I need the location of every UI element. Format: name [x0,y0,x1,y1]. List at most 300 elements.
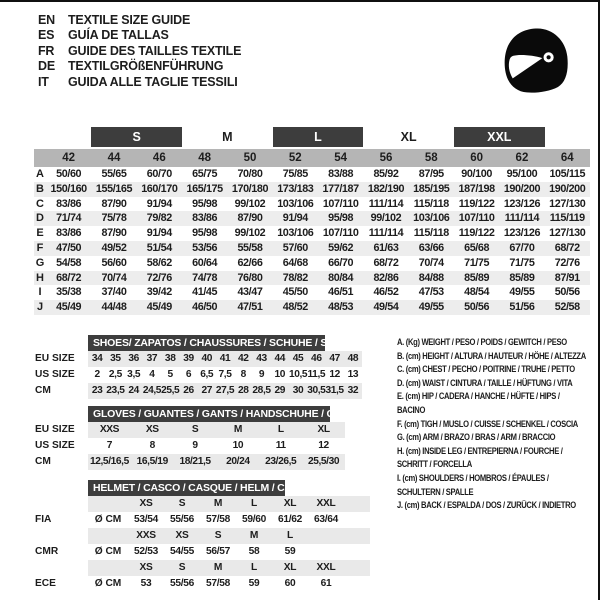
size-group-label: XXL [454,127,545,147]
measurement-cell: 165/175 [186,182,223,195]
band-filler [344,560,370,576]
row-letter: A [36,168,44,180]
size-cell: 5 [167,369,173,380]
measurement-cell: 80/84 [328,271,354,284]
helmet-size-header: L [287,530,293,541]
measurement-cell: 49/55 [418,301,444,314]
measurement-cell: 44/48 [101,301,127,314]
size-cell: 43 [256,353,267,364]
row-letter: B [36,182,44,195]
measurement-cell: 107/110 [322,197,359,210]
size-cell: 34 [91,353,103,364]
language-title: TEXTILGRÖßENFÜHRUNG [68,59,224,74]
measurement-cell: 72/76 [554,256,580,269]
measurement-cell: 35/38 [56,286,82,299]
measurement-cell: 70/74 [418,256,444,269]
measurement-cell: 57/60 [282,241,308,254]
measurement-cell: 84/88 [418,271,444,284]
size-group-label: L [273,127,364,147]
numeric-size-header: 60 [470,152,484,164]
measurement-cell: 48/53 [328,301,354,314]
language-row [38,28,241,43]
measurement-cell: 45/50 [282,286,308,299]
measurement-cell: 190/200 [503,182,541,195]
size-cell: 26 [183,385,194,396]
size-cell: 3,5 [127,369,141,380]
helmet-size-header: XXL [316,562,336,573]
size-cell: 2,5 [108,369,122,380]
measurement-cell: 87/90 [101,197,127,210]
helmet-size-value: 57/58 [206,578,230,589]
measurement-cell: 43/47 [237,286,263,299]
measurement-cell: 91/94 [282,212,308,225]
size-cell: 32 [347,385,359,396]
cells-area [88,351,362,367]
measurement-cell: 115/118 [413,197,449,210]
row-label: EU SIZE [35,353,75,364]
measurement-cell: 47/53 [418,286,444,299]
band-filler [344,496,370,512]
size-cell: 2 [94,369,100,380]
measurement-cell: 71/74 [56,212,82,225]
legend-item-f: F. (cm) TIGH / MUSLO / CUISSE / SCHENKEL / COSCIA [397,418,578,430]
measurement-cell: 177/187 [322,182,359,195]
size-cell: 6,5 [200,369,214,380]
measurement-cell: 45/49 [56,301,82,314]
measurement-cell: 115/118 [413,227,449,240]
row-letter: I [38,286,42,299]
helmet-size-value: 59/60 [242,514,266,525]
size-cell: 25,5 [161,385,180,396]
helmet-size-value: 52/53 [134,546,158,557]
helmet-size-band-row [35,496,370,512]
language-code: IT [38,74,49,89]
helmet-size-value: 53 [140,578,152,589]
size-cell: 20/24 [226,456,250,467]
size-cell: 47 [329,353,340,364]
size-cell: 48 [347,353,359,364]
legend-item-i: I. (cm) SHOULDERS / HOMBROS / ÉPAULES / SCHULTERN / SPALLE [397,472,549,498]
size-cell: 12 [329,369,340,380]
measurement-cell: 95/98 [192,197,218,210]
section-row [35,422,345,438]
size-cell: 23,5 [106,385,125,396]
measurement-cell: 52/58 [554,301,580,314]
measurement-cell: 115/119 [549,212,585,225]
cells-area [88,528,370,544]
language-title: GUIDA ALLE TAGLIE TESSILI [68,74,238,89]
measurement-cell: 103/106 [277,227,314,240]
helmet-size-header: XXL [316,498,336,509]
measurement-cell: 75/78 [101,212,127,225]
measurement-cell: 107/110 [322,227,359,240]
size-group-label: M [222,130,233,144]
helmet-size-value: 58 [248,546,260,557]
size-cell: XL [317,424,330,435]
measurement-cell: 46/51 [328,286,354,299]
measurement-cell: 160/170 [141,182,178,195]
row-label: FIA [35,514,52,525]
size-cell: 30,5 [307,385,326,396]
row-label: US SIZE [35,440,75,451]
language-title: TEXTILE SIZE GUIDE [68,13,191,27]
language-row [38,75,241,90]
helmet-size-header: M [249,530,259,541]
measurement-cell: 91/94 [146,227,172,240]
helmet-size-header: XL [283,562,297,573]
section-row [35,351,362,367]
helmet-size-value: 56/57 [206,546,230,557]
size-cell: 44 [274,353,286,364]
cells-area [88,576,370,592]
size-group-label [545,127,590,147]
unit-spacer [88,496,128,512]
measurement-cell: 95/98 [328,212,354,225]
size-cell: 28 [237,385,249,396]
measurement-cell: 76/80 [237,271,263,284]
measurement-cell: 47/50 [56,241,82,254]
unit-spacer [88,560,128,576]
language-row [38,44,241,59]
legend-item-a: A. (Kg) WEIGHT / PESO / POIDS / GEWITCH / PESO [397,337,567,348]
band-spacer [34,149,46,167]
language-code: FR [38,43,55,58]
numeric-size-header: 64 [560,152,574,164]
size-cell: 8 [149,440,155,451]
size-cell: 46 [311,353,322,364]
measurement-cell: 85/92 [373,168,399,180]
row-letter: F [36,241,44,254]
measurement-cell: 107/110 [458,212,495,225]
size-cell: S [191,424,199,435]
size-cell: 27,5 [215,385,235,396]
size-cell: 42 [237,353,249,364]
measurement-cell: 85/89 [464,271,490,284]
section-row [35,367,362,383]
numeric-size-header: 50 [243,152,257,164]
measurement-cell: 173/183 [277,182,314,195]
size-cell: 35 [110,353,121,364]
helmet-data-row [35,512,370,528]
legend-item-g: G. (cm) ARM / BRAZO / BRAS / ARM / BRACCIO [397,432,556,444]
unit-label: Ø CM [94,546,122,557]
measurement-cell: 56/60 [101,256,127,269]
size-cell: 10 [232,440,244,451]
section-row [35,454,345,470]
size-cell: 30 [292,385,304,396]
size-cell: XXS [99,424,119,435]
size-cell: 24 [128,385,139,396]
row-letter: G [35,256,45,269]
measurement-cell: 51/56 [509,301,535,314]
measurement-cell: 74/78 [192,271,218,284]
language-row [38,59,241,74]
row-label: EU SIZE [35,424,75,435]
measurement-row [34,211,590,226]
helmet-size-header: XXS [136,530,156,541]
row-letter: H [36,271,44,284]
measurement-cell: 68/72 [554,241,580,254]
size-cell: 11 [275,440,286,451]
row-label: CMR [35,546,59,557]
size-cell: L [277,424,284,435]
row-label: CM [35,385,51,396]
measurement-row [34,197,590,212]
helmet-size-value: 61 [320,578,332,589]
legend-item-b: B. (cm) HEIGHT / ALTURA / HAUTEUR / HÖHE / ALTEZZA [397,350,586,362]
numeric-size-header: 54 [334,152,348,164]
measurement-cell: 78/82 [282,271,308,284]
measurement-cell: 49/54 [373,301,399,314]
size-cell: 10 [274,369,286,380]
size-cell: 29 [274,385,286,396]
measurement-cell: 87/95 [418,168,444,180]
language-title: GUÍA DE TALLAS [68,28,169,43]
legend-item-d: D. (cm) WAIST / CINTURA / TAILLE / HÜFTUNG / VITA [397,377,573,389]
size-cell: XS [145,424,159,435]
helmet-size-value: 53/54 [134,514,158,525]
section-title-bar: GLOVES / GUANTES / GANTS / HANDSCHUHE / GUANTI [88,406,330,422]
size-cell: 7,5 [218,369,232,380]
measurement-cell: 111/114 [368,227,404,240]
size-cell: 38 [164,353,176,364]
measurement-row [34,182,590,197]
size-cell: 4 [149,369,155,380]
measurement-cell: 66/70 [328,256,354,269]
size-group-label [46,127,91,147]
helmet-size-value: 55/56 [170,514,194,525]
measurement-cell: 68/72 [373,256,399,269]
measurement-row [34,167,590,182]
helmet-size-header: XS [139,498,153,509]
helmet-data-row [35,576,370,592]
measurement-cell: 63/66 [418,241,444,254]
measurement-row [34,226,590,241]
helmet-size-header: XS [139,562,153,573]
language-code: EN [38,13,55,27]
language-code: DE [38,59,55,74]
size-cell: 31,5 [325,385,344,396]
helmet-size-header: M [213,562,223,573]
helmet-size-value: 55/56 [170,578,194,589]
size-cell: 10,5 [288,369,308,380]
helmet-size-table [35,480,370,592]
measurement-cell: 55/58 [237,241,263,254]
unit-label: Ø CM [94,578,122,589]
measurement-cell: 90/100 [461,168,492,180]
helmet-size-value: 57/58 [206,514,230,525]
numeric-size-header: 52 [288,152,302,164]
measurement-cell: 48/52 [282,301,308,314]
measurement-cell: 103/106 [277,197,314,210]
cells-area [88,512,370,528]
group-spacer [34,127,46,147]
section-title-bar: HELMET / CASCO / CASQUE / HELM / CASCO [88,480,285,496]
row-letter: D [36,212,44,225]
measurement-cell: 58/62 [146,256,172,269]
helmet-size-header: S [178,562,186,573]
band-filler [308,528,370,544]
size-cell: 6 [185,369,192,380]
size-cell: 37 [146,353,158,364]
section-row [35,438,345,454]
size-cell: 41 [219,353,231,364]
cells-area [88,383,362,399]
measurement-cell: 185/195 [413,182,450,195]
measurement-cell: 39/42 [146,286,172,299]
measurement-cell: 54/58 [56,256,82,269]
legend-item-c: C. (cm) CHEST / PECHO / POITRINE / TRUHE / PETTO [397,364,575,376]
measurement-cell: 87/90 [237,212,263,225]
measurement-cell: 83/86 [56,227,82,240]
cells-area [88,422,345,438]
size-cell: 40 [201,353,212,364]
measurement-cell: 65/75 [192,168,218,180]
size-cell: 27 [201,385,212,396]
measurement-cell: 71/75 [509,256,535,269]
measurement-cell: 119/122 [458,197,495,210]
row-label-spacer [35,560,88,576]
measurement-cell: 87/90 [101,227,127,240]
measurement-cell: 127/130 [549,197,586,210]
helmet-icon [494,16,572,108]
numeric-size-header: 46 [152,152,166,164]
measurement-cell: 155/165 [95,182,133,195]
measurement-row [34,271,590,286]
measurement-cell: 50/60 [56,168,82,180]
section-title-bar: SHOES/ ZAPATOS / CHAUSSURES / SCHUHE / SCARPE [88,335,325,351]
size-cell: 36 [128,353,139,364]
measurement-cell: 47/51 [237,301,263,314]
cells-area [88,544,370,560]
measurement-cell: 46/52 [373,286,399,299]
size-cell: 11,5 [307,369,326,380]
legend-item-e: E. (cm) HIP / CADERA / HANCHE / HÜFTE / HIPS / BACINO [397,391,560,416]
section-row [35,383,362,399]
measurement-cell: 83/88 [328,168,354,180]
size-cell: 9 [258,369,265,380]
helmet-size-header: XS [175,530,189,541]
cells-area [88,367,362,383]
measurement-cell: 50/56 [554,286,580,299]
size-cell: 12 [318,440,329,451]
measurement-cell: 150/160 [50,182,87,195]
row-letter: E [36,227,44,240]
measurement-cell: 71/75 [464,256,490,269]
numeric-size-header: 56 [379,152,393,164]
size-group-label: S [91,127,182,147]
measurement-cell: 53/56 [192,241,218,254]
measurement-cell: 68/72 [56,271,82,284]
measurement-cell: 105/115 [549,168,586,180]
helmet-size-value: 59 [284,546,296,557]
measurement-cell: 67/70 [509,241,535,254]
helmet-size-header: L [251,562,257,573]
measurement-cell: 50/56 [464,301,490,314]
row-filler [308,544,370,560]
row-label-spacer [35,528,88,544]
size-cell: 39 [183,353,194,364]
measurement-cell: 95/100 [506,168,538,180]
unit-label: Ø CM [94,514,122,525]
legend-item-h: H. (cm) INSIDE LEG / ENTREPIERNA / FOURCHE / SCHRITT / FORCELLA [397,445,563,471]
measurement-cell: 111/114 [504,212,540,225]
measurement-cell: 87/91 [554,271,580,284]
size-cell: 45 [292,353,304,364]
measurement-cell: 61/63 [373,241,399,254]
size-cell: 25,5/30 [307,456,340,467]
measurement-cell: 75/85 [282,168,308,180]
measurement-cell: 60/64 [192,256,218,269]
size-cell: 23 [91,385,103,396]
measurement-cell: 83/86 [56,197,82,210]
measurement-cell: 170/180 [231,182,269,195]
measurement-cell: 79/82 [146,212,172,225]
row-filler [344,512,370,528]
size-cell: 16,5/19 [136,456,168,467]
size-group-row [34,127,590,147]
measurement-cell: 95/98 [192,227,218,240]
numeric-size-row [34,149,590,167]
helmet-size-value: 54/55 [170,546,194,557]
size-cell: 12,5/16,5 [89,456,129,467]
size-cell: 8 [240,369,246,380]
measurement-cell: 99/102 [234,197,266,210]
cells-area [88,560,370,576]
measurement-cell: 59/62 [328,241,354,254]
measurement-cell: 83/86 [192,212,218,225]
language-row [38,13,241,28]
measurement-row [34,300,590,315]
measurement-cell: 51/54 [146,241,172,254]
helmet-size-header: S [178,498,186,509]
helmet-size-band-row [35,528,370,544]
helmet-size-header: L [251,498,257,509]
size-cell: 23/26,5 [265,456,297,467]
measurement-row [34,285,590,300]
helmet-size-value: 59 [248,578,260,589]
helmet-size-header: XL [283,498,297,509]
numeric-size-header: 48 [198,152,212,164]
measurement-cell: 111/114 [368,197,404,210]
measurement-cell: 123/126 [503,197,541,210]
measurement-cell: 70/80 [237,168,263,180]
measurement-cell: 99/102 [234,227,266,240]
helmet-size-header: M [213,498,223,509]
helmet-size-header: S [214,530,222,541]
cells-area [88,438,345,454]
measurement-cell: 62/66 [237,256,263,269]
measurement-cell: 72/76 [146,271,172,284]
size-cell: 18/21,5 [179,456,211,467]
helmet-data-row [35,544,370,560]
measurement-cell: 48/54 [464,286,490,299]
helmet-size-value: 60 [284,578,296,589]
size-cell: 13 [347,369,359,380]
numeric-size-header: 58 [424,152,438,164]
row-letter: J [36,301,44,314]
size-cell: 9 [192,440,198,451]
measurement-cell: 187/198 [458,182,495,195]
apparel-size-table [34,127,590,315]
measurement-legend [397,336,589,513]
measurement-cell: 49/55 [509,286,535,299]
measurement-cell: 182/190 [367,182,405,195]
measurement-cell: 65/68 [464,241,490,254]
row-label-spacer [35,496,88,512]
numeric-size-header: 44 [107,152,121,164]
size-cell: 7 [106,440,113,451]
